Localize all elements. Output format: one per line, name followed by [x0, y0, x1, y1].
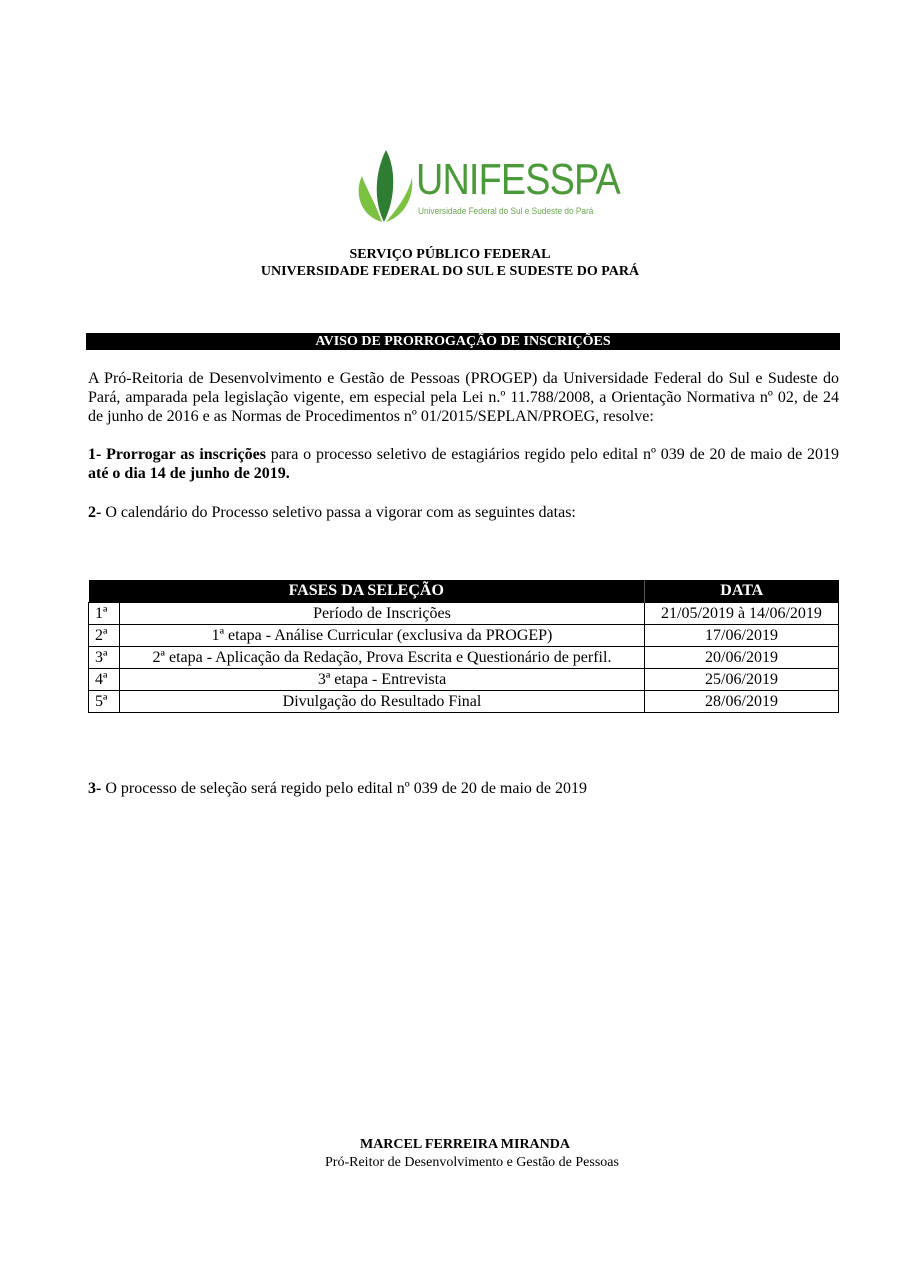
item-1-text: para o processo seletivo de estagiários regido pelo edital nº 039 de 20 de maio de 2019 [265, 446, 839, 463]
item-2-text: O calendário do Processo seletivo passa a vigorar com as seguintes datas: [101, 504, 576, 521]
row-phase: 2ª etapa - Aplicação da Redação, Prova Escrita e Questionário de perfil. [120, 647, 645, 669]
calendar-table [88, 580, 839, 713]
row-number: 3ª [89, 647, 120, 669]
header-line-2: UNIVERSIDADE FEDERAL DO SUL E SUDESTE DO PARÁ [260, 264, 640, 279]
row-phase: Divulgação do Resultado Final [120, 691, 645, 713]
signatory-name: MARCEL FERREIRA MIRANDA [359, 1137, 570, 1152]
unifesspa-logo [352, 146, 620, 226]
row-phase: 3ª etapa - Entrevista [120, 669, 645, 691]
header-date: DATA [645, 580, 839, 603]
item-2-lead: 2- [88, 504, 102, 521]
row-number: 1ª [89, 603, 120, 625]
row-date: 17/06/2019 [645, 625, 839, 647]
item-3-text: O processo de seleção será regido pelo edital nº 039 de 20 de maio de 2019 [101, 780, 588, 797]
row-date: 25/06/2019 [645, 669, 839, 691]
header-phases: FASES DA SELEÇÃO [89, 580, 645, 603]
item-1-lead: 1- Prorrogar as inscrições [88, 446, 266, 463]
row-number: 4ª [89, 669, 120, 691]
table-row [89, 603, 839, 625]
row-number: 2ª [89, 625, 120, 647]
row-phase: Período de Inscrições [120, 603, 645, 625]
item-1-deadline: até o dia 14 de junho de 2019. [88, 465, 290, 482]
row-date: 20/06/2019 [645, 647, 839, 669]
item-3-paragraph [88, 779, 839, 798]
table-header-row [89, 580, 839, 603]
table-row [89, 625, 839, 647]
item-3-lead: 3- [88, 780, 102, 797]
row-number: 5ª [89, 691, 120, 713]
intro-paragraph: A Pró-Reitoria de Desenvolvimento e Gestão de Pessoas (PROGEP) da Universidade Federal do Sul e Sudeste do Pará, amparada pela legislação vigente, em especial pela Lei n.º 11.788/2008, a Orientação Normativa nº 02, de 24 de junho de 2016 e as Normas de Procedimentos nº 01/2015/SEPLAN/PROEG, resolve: [88, 370, 839, 425]
row-phase: 1ª etapa - Análise Curricular (exclusiva da PROGEP) [120, 625, 645, 647]
row-date: 28/06/2019 [645, 691, 839, 713]
item-1-paragraph [88, 445, 839, 483]
signatory-role: Pró-Reitor de Desenvolvimento e Gestão de Pessoas [325, 1155, 619, 1170]
header-line-1: SERVIÇO PÚBLICO FEDERAL [349, 247, 551, 262]
leaf-logo-icon [352, 146, 416, 226]
table-row [89, 669, 839, 691]
table-row [89, 647, 839, 669]
table-row [89, 691, 839, 713]
item-2-paragraph [88, 503, 839, 522]
logo-tagline: Universidade Federal do Sul e Sudeste do Pará [418, 206, 594, 216]
logo-wordmark: UNIFESSPA [416, 155, 620, 204]
row-date: 21/05/2019 à 14/06/2019 [645, 603, 839, 625]
notice-title: AVISO DE PRORROGAÇÃO DE INSCRIÇÕES [86, 333, 840, 350]
